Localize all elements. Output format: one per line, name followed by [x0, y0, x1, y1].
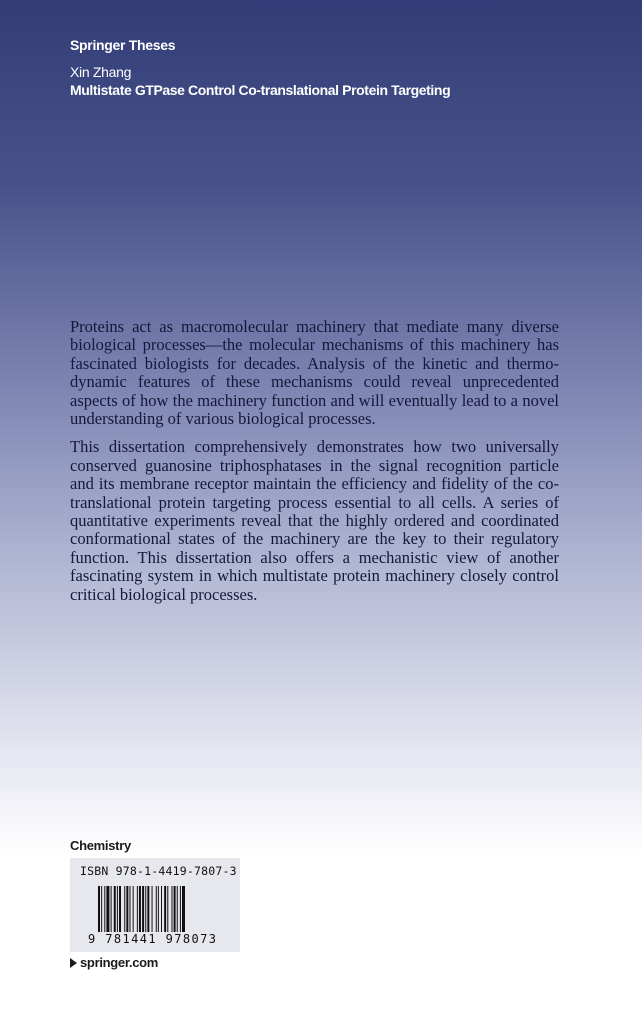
blurb-paragraph-1: Proteins act as macromolecular machinery that mediate many diverse biological processes—the molecular mechanisms of this machinery has fascinated biologists for decades. Analysis of the kinetic and thermodynamic features of these mechanisms could reveal unprecedented aspects of how the machinery function and will eventually lead to a novel understanding of various biological processes.	[70, 317, 559, 429]
back-cover-blurb	[70, 318, 559, 614]
website-label: springer.com	[80, 955, 159, 970]
barcode-number: 9 781441 978073	[88, 932, 218, 946]
book-title: Multistate GTPase Control Co-translational Protein Targeting	[70, 82, 451, 98]
publisher-website[interactable]	[70, 955, 158, 970]
isbn-text: ISBN 978-1-4419-7807-3	[80, 864, 237, 878]
arrow-right-icon	[70, 958, 77, 968]
barcode-box	[70, 858, 240, 952]
series-name: Springer Theses	[70, 37, 176, 53]
blurb-paragraph-2: This dissertation comprehensively demonstrates how two universally conserved guanosine triphosphatases in the signal recognition particle and its membrane receptor maintain the efficiency and fidelity of the co-translational protein targeting process essential to all cells. A series of quantitative experiments reveal that the highly ordered and coordinated conformational states of the machinery are the key to their regulatory function. This dissertation also offers a mechanistic view of another fascinating system in which multistate protein machinery closely control critical biological processes.	[70, 437, 559, 604]
barcode-icon	[98, 886, 222, 932]
author-name: Xin Zhang	[70, 64, 132, 80]
subject-label: Chemistry	[70, 838, 131, 853]
